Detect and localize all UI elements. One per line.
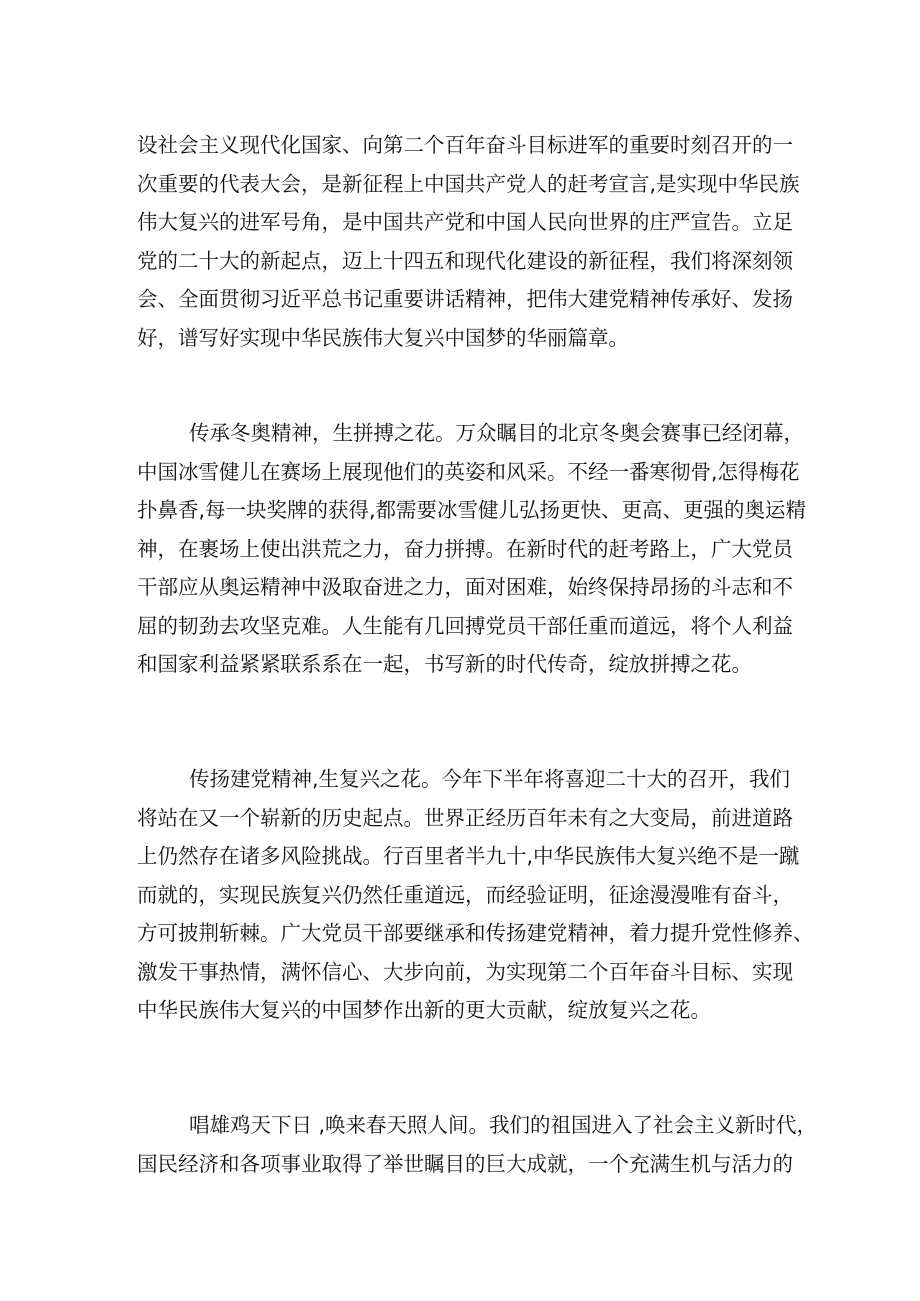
text-line: 屈的韧劲去攻坚克难。人生能有几回搏党员干部任重而道远，将个人利益: [137, 613, 793, 638]
text-line: 方可披荆斩棘。广大党员干部要继承和传扬建党精神，着力提升党性修养、: [137, 921, 814, 945]
paragraph-3: [137, 760, 814, 1030]
text-line: 伟大复兴的进军号角，是中国共产党和中国人民向世界的庄严宣告。立足: [137, 210, 793, 234]
text-line: 扑鼻香,每一块奖牌的获得,都需要冰雪健儿弘扬更快、更高、更强的奥运精: [137, 498, 807, 522]
paragraph-1: [137, 126, 800, 357]
text-line: 次重要的代表大会，是新征程上中国共产党人的赶考宣言,是实现中华民族: [137, 171, 800, 196]
text-line: 激发干事热情，满怀信心、大步向前，为实现第二个百年奋斗目标、实现: [137, 959, 793, 984]
text-line: 上仍然存在诸多风险挑战。行百里者半九十,中华民族伟大复兴绝不是一蹴: [137, 844, 800, 868]
text-line: 传承冬奥精神，生拼搏之花。万众瞩目的北京冬奥会赛事已经闭幕，: [189, 421, 804, 445]
text-line: 传扬建党精神,生复兴之花。今年下半年将喜迎二十大的召开，我们: [189, 767, 791, 791]
text-line: 设社会主义现代化国家、向第二个百年奋斗目标进军的重要时刻召开的一: [137, 133, 793, 157]
text-line: 唱雄鸡天下日 ,唤来春天照人间。我们的祖国进入了社会主义新时代，: [189, 1113, 818, 1137]
paragraph-4: [137, 1106, 818, 1183]
text-line: 和国家利益紧紧联系系在一起，书写新的时代传奇，绽放拼搏之花。: [137, 652, 752, 676]
text-line: 中华民族伟大复兴的中国梦作出新的更大贡献，绽放复兴之花。: [137, 998, 711, 1022]
text-line: 国民经济和各项事业取得了举世瞩目的巨大成就，一个充满生机与活力的: [137, 1151, 793, 1176]
text-line: 党的二十大的新起点，迈上十四五和现代化建设的新征程，我们将深刻领: [137, 248, 793, 273]
paragraph-2: [137, 414, 807, 684]
text-line: 会、全面贯彻习近平总书记重要讲话精神，把伟大建党精神传承好、发扬: [137, 287, 793, 311]
text-line: 好，谱写好实现中华民族伟大复兴中国梦的华丽篇章。: [137, 325, 629, 350]
text-line: 而就的，实现民族复兴仍然任重道远，而经验证明，征途漫漫唯有奋斗，: [137, 882, 793, 907]
text-line: 干部应从奥运精神中汲取奋进之力，面对困难，始终保持昂扬的斗志和不: [137, 575, 793, 599]
text-line: 将站在又一个崭新的历史起点。世界正经历百年未有之大变局，前进道路: [137, 805, 793, 830]
text-line: 中国冰雪健儿在赛场上展现他们的英姿和风采。不经一番寒彻骨,怎得梅花: [137, 459, 800, 484]
text-line: 神，在裹场上使出洪荒之力，奋力拼搏。在新时代的赶考路上，广大党员: [137, 536, 793, 561]
